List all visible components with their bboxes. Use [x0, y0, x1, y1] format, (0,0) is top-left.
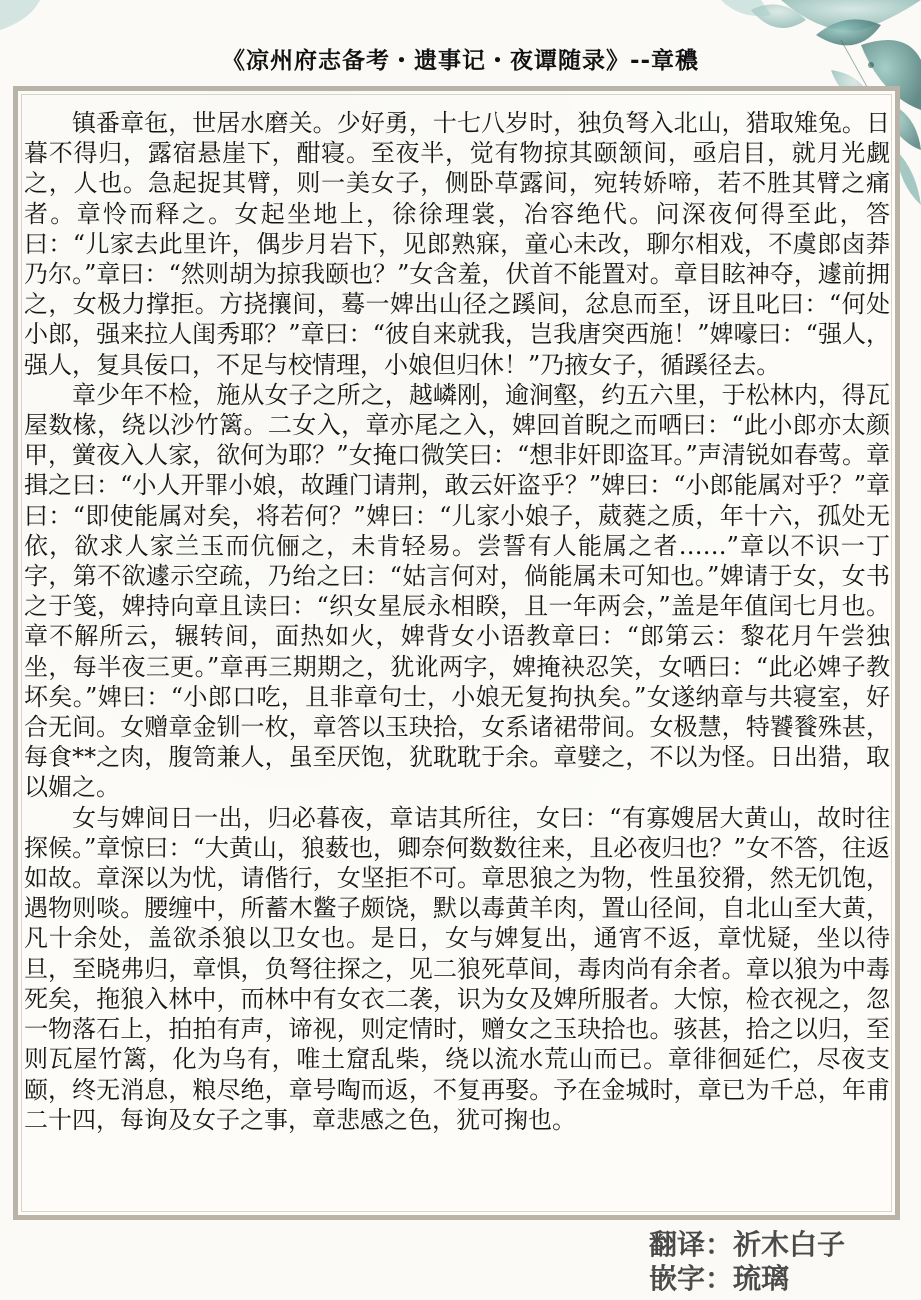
typesetter-credit: 嵌字：琉璃 — [649, 1262, 790, 1295]
page-title: 《凉州府志备考・遗事记・夜谭随录》--章穠 — [221, 48, 700, 74]
story-paragraph-2: 章少年不检，施从女子之所之，越嶙刚，逾涧壑，约五六里，于松林内，得瓦屋数椽，绕以沙竹篱。二女入，章亦尾之入，婢回首睨之而哂曰：“此小郎亦太颜甲，黉夜入人家，欲何为耶？”女掩口微笑曰：“想非奸即盗耳。”声清锐如春莺。章揖之曰：“小人开罪小娘，故踵门请荆，敢云奸盗乎？”婢曰：“小郎能属对乎？”章曰：“即使能属对矣，将若何？”婢曰：“儿家小娘子，葳蕤之质，年十六，孤处无依，欲求人家兰玉而伉俪之，未肯轻易。尝誓有人能属之者……”章以不识一丁字，第不欲遽示空疏，乃绐之曰：“姑言何对，倘能属未可知也。”婢请于女，女书之于笺，婢持向章且读曰：“织女星辰永相睽，且一年两会，”盖是年值闰七月也。章不解所云，辗转间，面热如火，婢背女小语教章曰：“郎第云：黎花月午尝独坐，每半夜三更。”章再三期期之，犹讹两字，婢掩袂忍笑，女哂曰：“此必婢子教坏矣。”婢曰：“小郎口吃，且非章句士，小娘无复拘执矣。”女遂纳章与共寝室，好合无间。女赠章金钏一枚，章答以玉玦拾，女系诸裙带间。女极慧，特饕餮殊甚，每食**之肉，腹笥兼人，虽至厌饱，犹耽耽于余。章嬖之，不以为怪。日出猎，取以媚之。 — [24, 380, 890, 802]
translator-credit: 翻译：祈木白子 — [649, 1228, 846, 1261]
story-paragraph-3: 女与婢间日一出，归必暮夜，章诘其所往，女曰：“有寡嫂居大黄山，故时往探候。”章惊曰：“大黄山，狼薮也，卿奈何数数往来，且必夜归也？”女不答，往返如故。章深以为忧，请偕行，女坚拒不可。章思狼之为物，性虽狡猾，然无饥饱，遇物则啖。腰缠中，所蓄木鳖子颇饶，默以毒黄羊肉，置山径间，自北山至大黄，凡十余处，盖欲杀狼以卫女也。是日，女与婢复出，通宵不返，章忧疑，坐以待旦，至晓弗归，章惧，负弩往探之，见二狼死草间，毒肉尚有余者。章以狼为中毒死矣，拖狼入林中，而林中有女衣二袭，识为女及婢所服者。大惊，检衣视之，忽一物落石上，拍拍有声，谛视，则定情时，赠女之玉玦拾也。骇甚，拾之以归，至则瓦屋竹篱，化为乌有，唯土窟乱柴，绕以流水荒山而已。章徘徊延伫，尽夜支颐，终无消息，粮尽绝，章号啕而返，不复再娶。予在金城时，章已为千总，年甫二十四，每询及女子之事，章悲感之色，犹可掬也。 — [24, 803, 890, 1134]
leaf-decoration-left — [0, 0, 60, 40]
story-body — [24, 108, 890, 1135]
story-paragraph-1: 镇番章㐌，世居水磨关。少好勇，十七八岁时，独负弩入北山，猎取雉兔。日暮不得归，露宿悬崖下，酣寝。至夜半，觉有物掠其颐颔间，亟启目，就月光觑之，人也。急起捉其臂，则一美女子，侧卧草露间，宛转娇啼，若不胜其臂之痛者。章怜而释之。女起坐地上，徐徐理裳，冶容绝代。问深夜何得至此，答曰：“儿家去此里许，偶步月岩下，见郎熟寐，童心未改，聊尔相戏，不虞郎卤莽乃尔。”章曰：“然则胡为掠我颐也？”女含羞，伏首不能置对。章目眩神夺，遽前拥之，女极力撑拒。方挠攘间，蓦一婢出山径之蹊间，忿息而至，讶且叱曰：“何处小郎，强来拉人闺秀耶？”章曰：“彼自来就我，岂我唐突西施！”婢嚎曰：“强人，强人，复具佞口，不足与校情理，小娘但归休！”乃掖女子，循蹊径去。 — [24, 109, 890, 379]
credits-block — [649, 1228, 879, 1296]
